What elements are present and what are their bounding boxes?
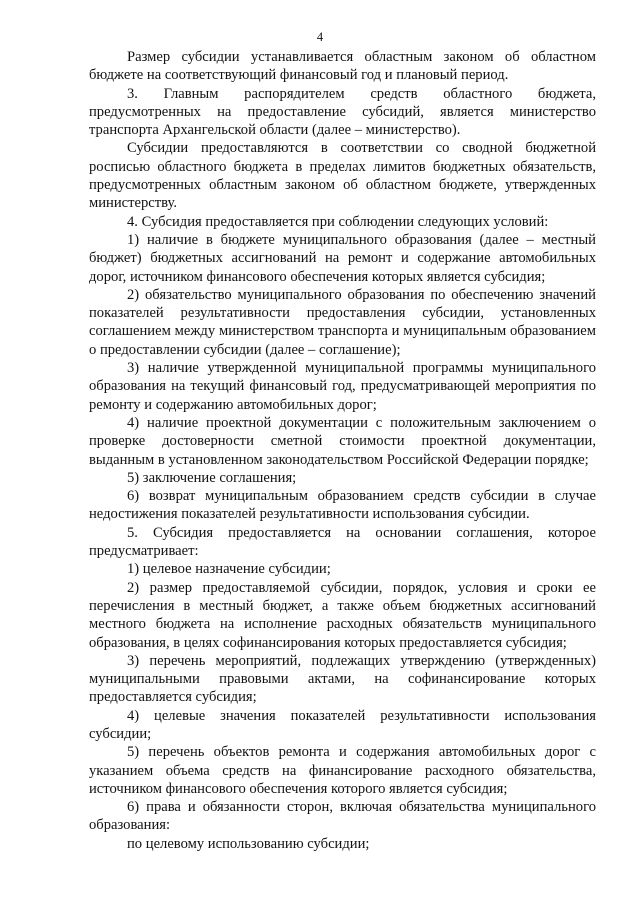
agreement-term-3: 3) перечень мероприятий, подлежащих утверждению (утвержденных) муниципальными правовыми актами, на софинансирование которых предоставляется субсидия; — [89, 652, 596, 706]
paragraph-item-3: 3. Главным распорядителем средств областного бюджета, предусмотренных на предоставление субсидий, является министерство транспорта Архангельской области (далее – министерство). — [89, 85, 596, 139]
condition-4: 4) наличие проектной документации с положительным заключением о проверке достоверности сметной стоимости проектной документации, выданным в установленном законодательством Российской Федерации порядке; — [89, 414, 596, 468]
condition-2: 2) обязательство муниципального образования по обеспечению значений показателей результативности предоставления субсидии, установленных соглашением между министерством транспорта и муниципальным образованием о предоставлении субсидии (далее – соглашение); — [89, 286, 596, 358]
agreement-term-6: 6) права и обязанности сторон, включая обязательства муниципального образования: — [89, 799, 596, 834]
condition-1: 1) наличие в бюджете муниципального образования (далее – местный бюджет) бюджетных ассигнований на ремонт и содержание автомобильных дорог, источником финансового обеспечения которых является субсидия; — [89, 231, 596, 285]
page-number: 4 — [316, 30, 324, 44]
condition-3: 3) наличие утвержденной муниципальной программы муниципального образования на текущий финансовый год, предусматривающей мероприятия по ремонту и содержанию автомобильных дорог; — [89, 360, 596, 413]
agreement-term-6-subitem: по целевому использованию субсидии; — [127, 835, 370, 852]
paragraph-budget-limits: Субсидии предоставляются в соответствии со сводной бюджетной росписью областного бюджета в пределах лимитов бюджетных обязательств, предусмотренных областным законом об областном бюджете, утвержденных министерству. — [89, 140, 596, 212]
agreement-term-5: 5) перечень объектов ремонта и содержания автомобильных дорог с указанием объема средств на финансирование расходного обязательства, источником финансового обеспечения которого является субсидия; — [89, 744, 596, 797]
paragraph-item-4: 4. Субсидия предоставляется при соблюдении следующих условий: — [127, 213, 549, 230]
condition-6: 6) возврат муниципальным образованием средств субсидии в случае недостижения показателей результативности использования субсидии. — [89, 488, 596, 523]
agreement-term-1: 1) целевое назначение субсидии; — [127, 561, 331, 578]
document-body — [89, 48, 596, 853]
paragraph-item-5: 5. Субсидия предоставляется на основании соглашения, которое предусматривает: — [89, 524, 596, 560]
condition-5: 5) заключение соглашения; — [127, 469, 297, 486]
agreement-term-4: 4) целевые значения показателей результативности использования субсидии; — [89, 707, 596, 742]
agreement-term-2: 2) размер предоставляемой субсидии, порядок, условия и сроки ее перечисления в местный бюджет, а также объем бюджетных ассигнований местного бюджета на исполнение расходных обязательств муниципального образования, в целях софинансирования которых предоставляется субсидия; — [89, 579, 596, 651]
paragraph-subsidy-amount: Размер субсидии устанавливается областным законом об областном бюджете на соответствующий финансовый год и плановый период. — [89, 49, 596, 84]
